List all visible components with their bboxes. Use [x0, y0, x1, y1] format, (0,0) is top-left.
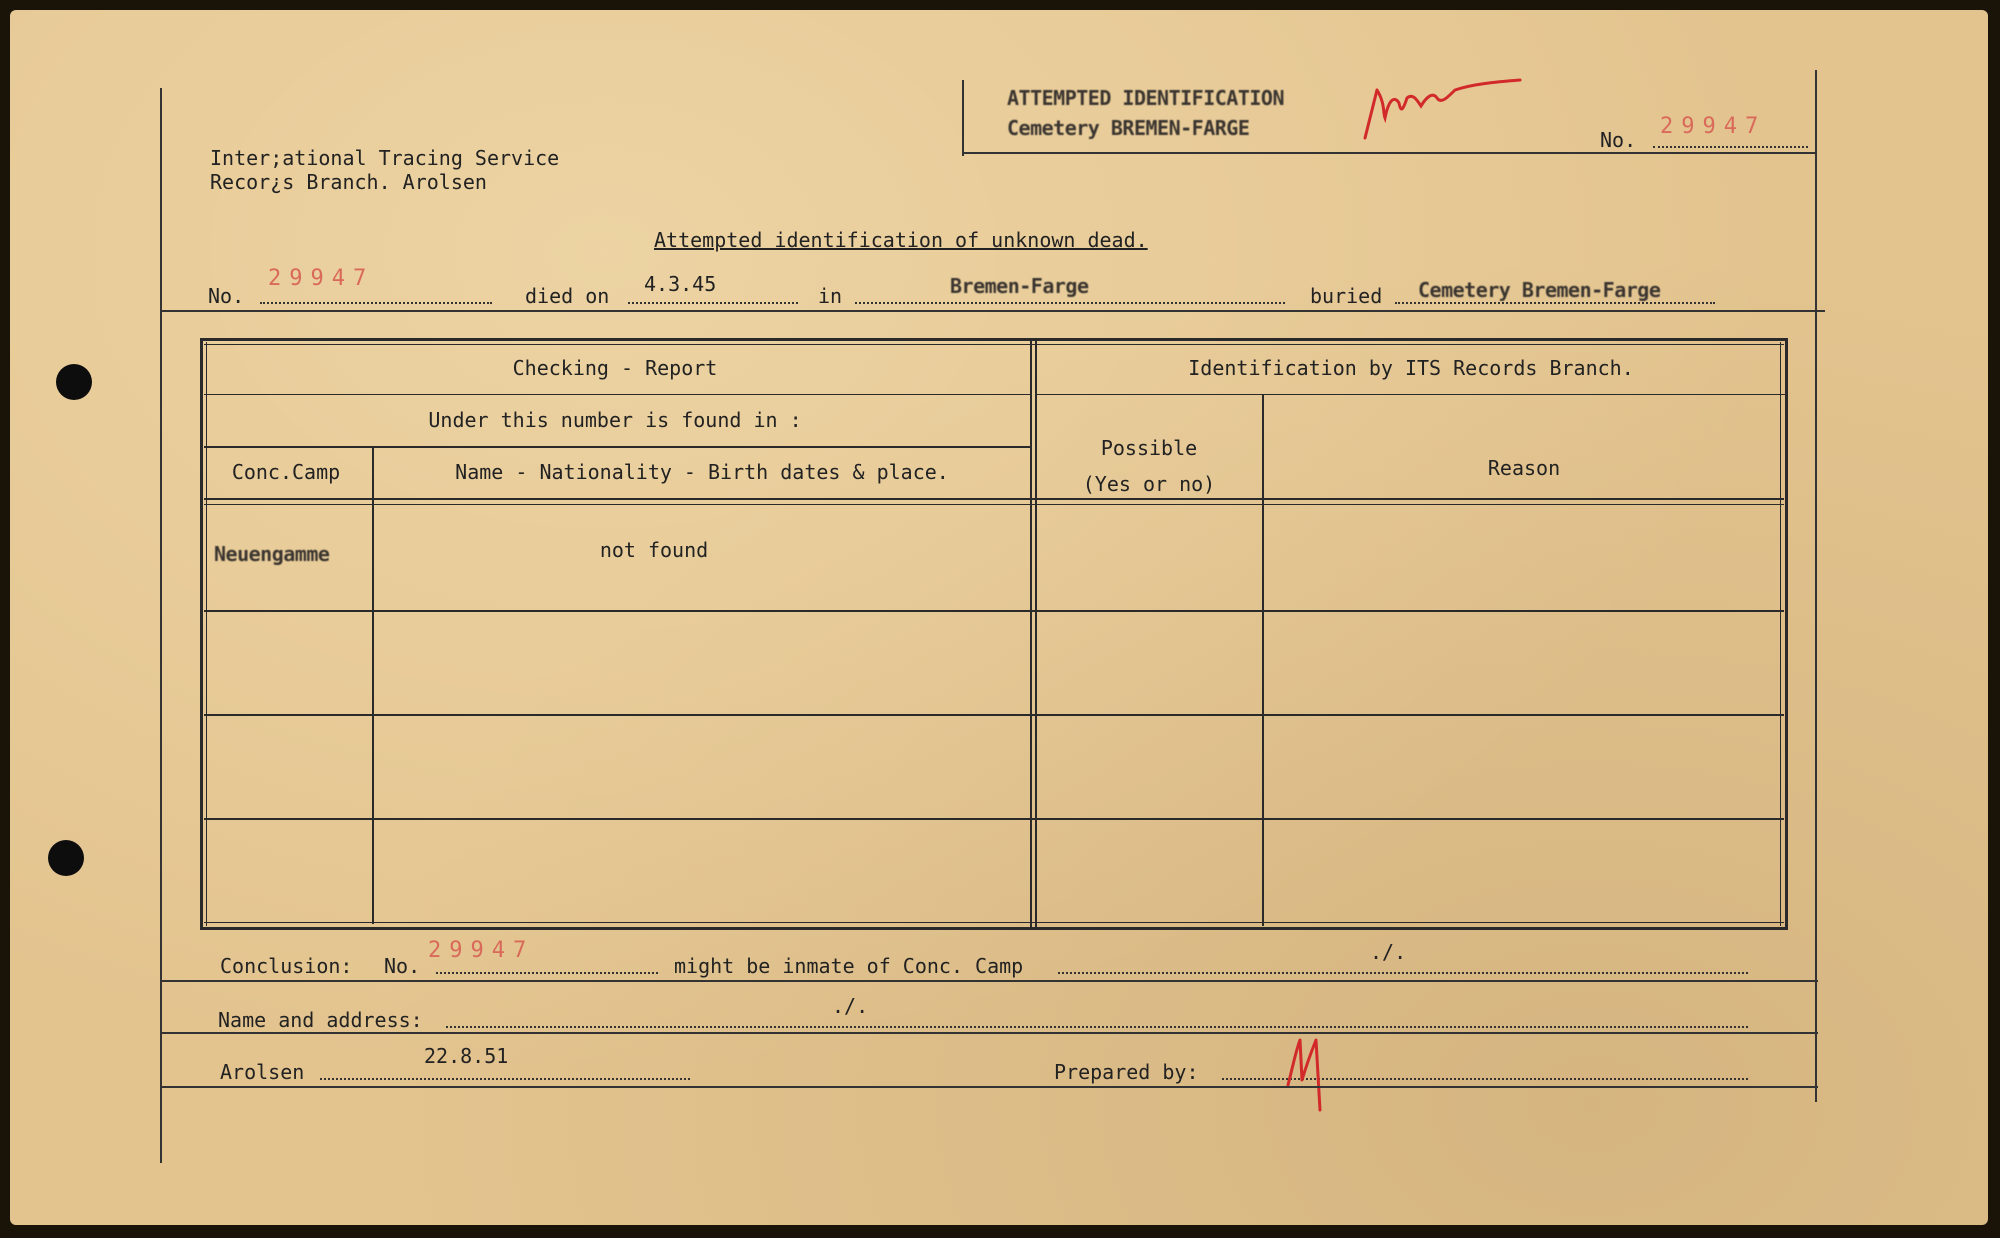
name-address-value: ./.	[832, 994, 869, 1018]
signature-initials	[1280, 1020, 1340, 1120]
header-no-dots	[1653, 146, 1808, 148]
name-address-rule	[160, 1032, 1818, 1034]
died-value: 4.3.45	[644, 272, 717, 296]
punch-hole-bottom	[48, 840, 84, 876]
index-card	[10, 10, 1988, 1225]
conclusion-no-dots	[436, 972, 658, 974]
record-no-label: No.	[208, 284, 245, 308]
inmate-dots	[1058, 972, 1748, 974]
record-no-value: 29947	[268, 266, 375, 291]
page-title: Attempted identification of unknown dead.	[654, 228, 1148, 252]
buried-dots	[1395, 302, 1715, 304]
in-label: in	[818, 284, 843, 308]
in-dots	[855, 302, 1285, 304]
conclusion-rule	[160, 980, 1818, 982]
org-line-1: Inter;ational Tracing Service	[210, 146, 560, 170]
stamp-line-1: ATTEMPTED IDENTIFICATION	[1007, 86, 1284, 110]
date-dots	[320, 1078, 690, 1080]
stamp-box-bottom	[962, 152, 1817, 154]
identification-header: Identification by ITS Records Branch.	[1188, 356, 1634, 380]
place-label: Arolsen	[220, 1060, 305, 1084]
col-header-name: Name - Nationality - Birth dates & place.	[455, 460, 949, 484]
handwritten-note	[1355, 68, 1535, 148]
stamp-line-2: Cemetery BREMEN-FARGE	[1007, 116, 1250, 140]
found-in-header: Under this number is found in :	[428, 408, 802, 432]
prepared-label: Prepared by:	[1054, 1060, 1199, 1084]
header-no-label: No.	[1600, 128, 1637, 152]
name-address-label: Name and address:	[218, 1008, 423, 1032]
conclusion-no-label: No.	[384, 954, 421, 978]
stamp-box-left	[962, 80, 964, 156]
date-value: 22.8.51	[424, 1044, 509, 1068]
bottom-rule	[160, 1086, 1818, 1088]
inmate-text: might be inmate of Conc. Camp	[674, 954, 1024, 978]
checking-table	[200, 338, 1788, 930]
inmate-value: ./.	[1370, 940, 1407, 964]
col-header-possible-sub: (Yes or no)	[1082, 472, 1216, 496]
col-header-reason: Reason	[1487, 456, 1561, 480]
buried-label: buried	[1310, 284, 1383, 308]
died-label: died on	[525, 284, 610, 308]
punch-hole-top	[56, 364, 92, 400]
died-dots	[628, 302, 798, 304]
row-1-camp: Neuengamme	[214, 542, 330, 566]
left-margin-rule	[160, 88, 162, 1163]
in-value: Bremen-Farge	[950, 274, 1089, 298]
col-header-possible: Possible	[1100, 436, 1198, 460]
col-header-camp: Conc.Camp	[231, 460, 341, 484]
org-line-2: Recor¿s Branch. Arolsen	[210, 170, 487, 194]
buried-value: Cemetery Bremen-Farge	[1418, 278, 1661, 302]
checking-report-header: Checking - Report	[512, 356, 718, 380]
name-address-dots	[446, 1026, 1748, 1028]
conclusion-no-value: 29947	[428, 938, 535, 963]
record-no-dots	[260, 302, 492, 304]
row-1-name: not found	[599, 538, 709, 562]
header-no-value: 29947	[1660, 114, 1767, 139]
conclusion-label: Conclusion:	[220, 954, 353, 978]
record-underline	[160, 310, 1825, 312]
right-margin-rule	[1815, 70, 1817, 1102]
